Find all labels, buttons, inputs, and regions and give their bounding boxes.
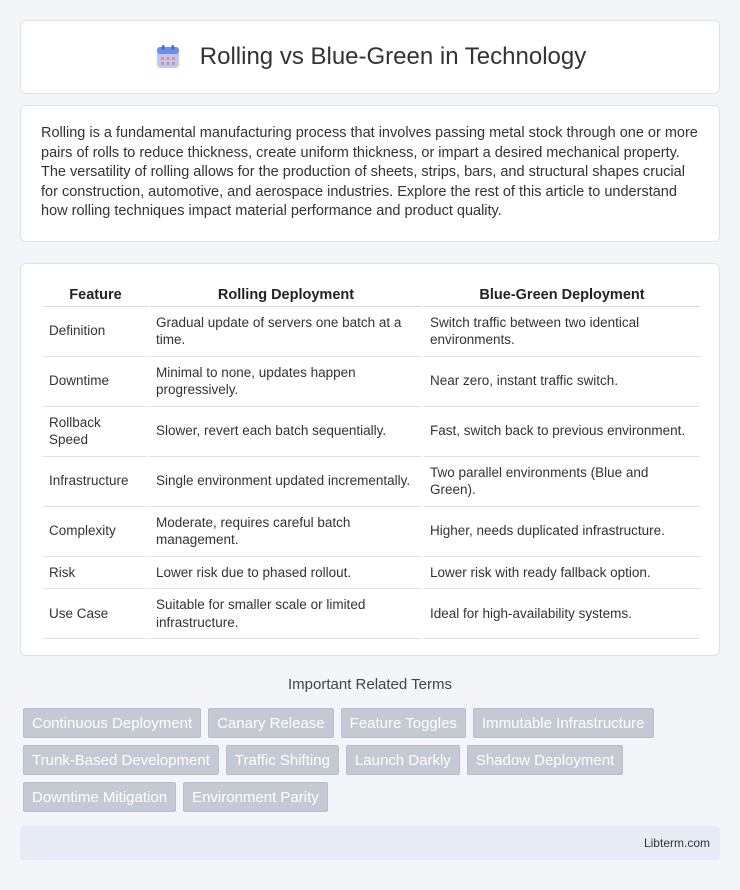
- table-row: [43, 356, 700, 406]
- footer-site-link[interactable]: Libterm.com: [643, 836, 710, 850]
- rolling-cell: Lower risk due to phased rollout.: [149, 556, 423, 589]
- table-row: [43, 556, 700, 589]
- related-term-tag[interactable]: Trunk-Based Development: [23, 745, 219, 775]
- header-card: [20, 20, 720, 94]
- table-header-row: [43, 284, 700, 306]
- feature-cell: Downtime: [43, 356, 149, 406]
- header-rolling: Rolling Deployment: [149, 284, 423, 306]
- table-row: [43, 306, 700, 356]
- comparison-table: [43, 284, 700, 639]
- header-feature: Feature: [43, 284, 149, 306]
- rolling-cell: Slower, revert each batch sequentially.: [149, 406, 423, 456]
- related-term-tag[interactable]: Immutable Infrastructure: [473, 708, 654, 738]
- table-row: [43, 506, 700, 556]
- feature-cell: Rollback Speed: [43, 406, 149, 456]
- comparison-table-card: [20, 263, 720, 656]
- rolling-cell: Gradual update of servers one batch at a time.: [149, 306, 423, 356]
- blue-green-cell: Ideal for high-availability systems.: [423, 589, 700, 639]
- feature-cell: Risk: [43, 556, 149, 589]
- rolling-cell: Minimal to none, updates happen progressively.: [149, 356, 423, 406]
- related-term-tag[interactable]: Canary Release: [208, 708, 334, 738]
- related-term-tag[interactable]: Feature Toggles: [341, 708, 466, 738]
- blue-green-cell: Higher, needs duplicated infrastructure.: [423, 506, 700, 556]
- rolling-cell: Single environment updated incrementally.: [149, 456, 423, 506]
- related-terms-title: Important Related Terms: [288, 676, 452, 693]
- table-row: [43, 589, 700, 639]
- related-term-tag[interactable]: Continuous Deployment: [23, 708, 201, 738]
- related-term-tag[interactable]: Traffic Shifting: [226, 745, 339, 775]
- blue-green-cell: Two parallel environments (Blue and Green).: [423, 456, 700, 506]
- related-term-tag[interactable]: Launch Darkly: [346, 745, 460, 775]
- blue-green-cell: Near zero, instant traffic switch.: [423, 356, 700, 406]
- feature-cell: Complexity: [43, 506, 149, 556]
- header-blue-green: Blue-Green Deployment: [423, 284, 700, 306]
- related-term-tag[interactable]: Shadow Deployment: [467, 745, 623, 775]
- blue-green-cell: Switch traffic between two identical environments.: [423, 306, 700, 356]
- related-term-tag[interactable]: Downtime Mitigation: [23, 782, 176, 812]
- feature-cell: Definition: [43, 306, 149, 356]
- blue-green-cell: Fast, switch back to previous environment.: [423, 406, 700, 456]
- intro-paragraph: Rolling is a fundamental manufacturing process that involves passing metal stock through one or more pairs of rolls to reduce thickness, create uniform thickness, or impart a desired mechanical property. The versatility of rolling allows for the production of sheets, strips, bars, and structural shapes crucial for construction, automotive, and aerospace industries. Explore the rest of this article to understand how rolling techniques impact material performance and product quality.: [41, 125, 698, 220]
- related-terms-list: [23, 708, 723, 812]
- rolling-cell: Moderate, requires careful batch management.: [149, 506, 423, 556]
- blue-green-cell: Lower risk with ready fallback option.: [423, 556, 700, 589]
- calendar-icon: [154, 43, 182, 71]
- title-wrap: [154, 43, 586, 71]
- table-row: [43, 456, 700, 506]
- feature-cell: Infrastructure: [43, 456, 149, 506]
- page-title: Rolling vs Blue-Green in Technology: [199, 43, 587, 70]
- rolling-cell: Suitable for smaller scale or limited infrastructure.: [149, 589, 423, 639]
- feature-cell: Use Case: [43, 589, 149, 639]
- intro-card: [20, 105, 720, 242]
- related-term-tag[interactable]: Environment Parity: [183, 782, 328, 812]
- footer: [20, 826, 720, 860]
- table-row: [43, 406, 700, 456]
